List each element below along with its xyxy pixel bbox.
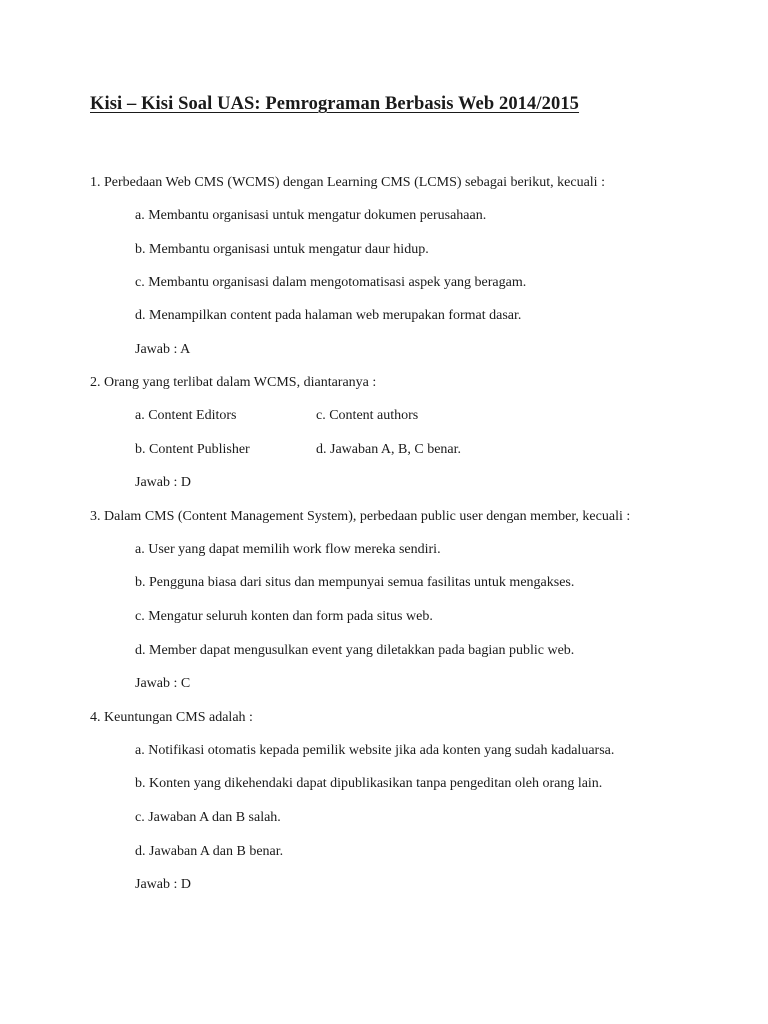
question-1-option-c: c. Membantu organisasi dalam mengotomatisasi aspek yang beragam. — [135, 275, 527, 290]
question-1-option-a: a. Membantu organisasi untuk mengatur dokumen perusahaan. — [135, 208, 487, 223]
question-3-answer: Jawab : C — [135, 676, 191, 691]
question-4-answer: Jawab : D — [135, 877, 191, 892]
question-3-option-a: a. User yang dapat memilih work flow mereka sendiri. — [135, 542, 441, 557]
question-4-option-b: b. Konten yang dikehendaki dapat dipublikasikan tanpa pengeditan oleh orang lain. — [135, 776, 603, 791]
document-title: Kisi – Kisi Soal UAS: Pemrograman Berbasis Web 2014/2015 — [90, 94, 580, 114]
question-3-text: 3. Dalam CMS (Content Management System), perbedaan public user dengan member, kecuali : — [90, 509, 631, 524]
question-4-option-c: c. Jawaban A dan B salah. — [135, 810, 281, 825]
question-1-option-d: d. Menampilkan content pada halaman web merupakan format dasar. — [135, 308, 522, 323]
question-1-text: 1. Perbedaan Web CMS (WCMS) dengan Learning CMS (LCMS) sebagai berikut, kecuali : — [90, 175, 605, 190]
question-1-option-b: b. Membantu organisasi untuk mengatur daur hidup. — [135, 242, 429, 257]
question-2-option-a: a. Content Editors — [135, 408, 237, 423]
question-2-option-d: d. Jawaban A, B, C benar. — [316, 442, 462, 457]
question-4-text: 4. Keuntungan CMS adalah : — [90, 710, 253, 725]
question-4-option-d: d. Jawaban A dan B benar. — [135, 844, 284, 859]
question-2-option-c: c. Content authors — [316, 408, 419, 423]
question-3-option-b: b. Pengguna biasa dari situs dan mempunyai semua fasilitas untuk mengakses. — [135, 575, 575, 590]
question-3-option-d: d. Member dapat mengusulkan event yang diletakkan pada bagian public web. — [135, 643, 575, 658]
question-3-option-c: c. Mengatur seluruh konten dan form pada situs web. — [135, 609, 433, 624]
question-1-answer: Jawab : A — [135, 342, 191, 357]
question-2-text: 2. Orang yang terlibat dalam WCMS, diantaranya : — [90, 375, 377, 390]
question-4-option-a: a. Notifikasi otomatis kepada pemilik website jika ada konten yang sudah kadaluarsa. — [135, 743, 615, 758]
question-2-answer: Jawab : D — [135, 475, 191, 490]
question-2-option-b: b. Content Publisher — [135, 442, 250, 457]
